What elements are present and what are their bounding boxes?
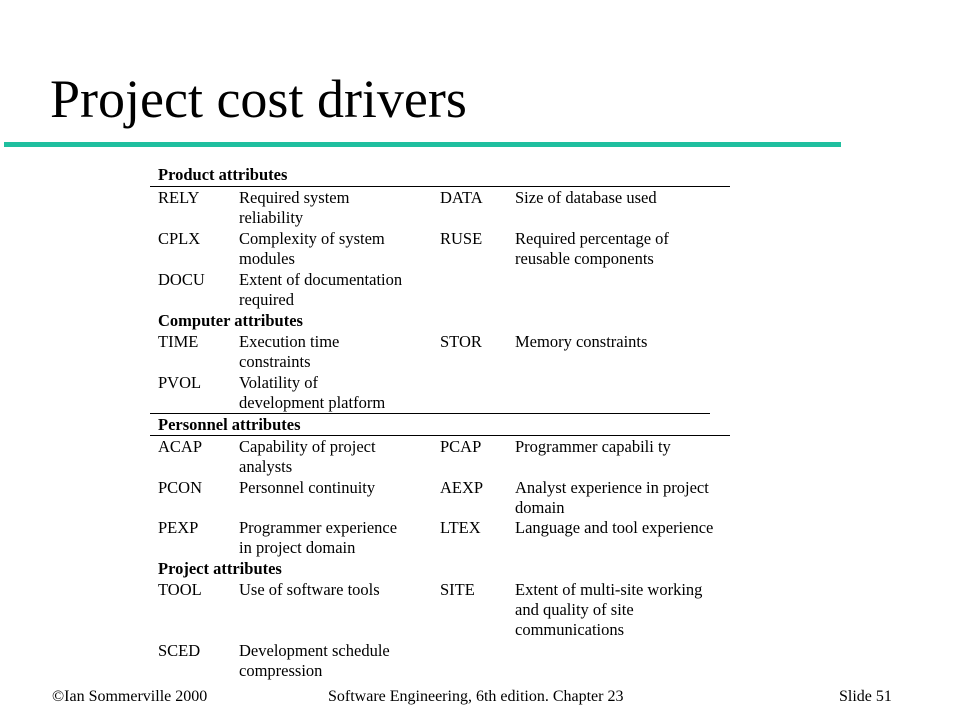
code-pvol: PVOL <box>158 373 202 392</box>
code-ltex: LTEX <box>440 518 481 537</box>
code-pcap: PCAP <box>440 437 482 456</box>
desc-pcon-line1: Personnel continuity <box>239 478 376 497</box>
desc-cplx-line1: Complexity of system <box>239 229 385 248</box>
footer-slide-number: Slide 51 <box>839 688 892 705</box>
desc-stor-line1: Memory constraints <box>515 332 648 351</box>
desc-data-line1: Size of database used <box>515 188 657 207</box>
desc-aexp-line1: Analyst experience in project <box>515 478 709 497</box>
code-sced: SCED <box>158 641 201 660</box>
code-rely: RELY <box>158 188 200 207</box>
desc-site-line2: and quality of site <box>515 600 634 619</box>
desc-rely-line1: Required system <box>239 188 350 207</box>
desc-rely-line2: reliability <box>239 208 304 227</box>
divider-line <box>150 435 730 436</box>
desc-acap-line2: analysts <box>239 457 293 476</box>
divider-line <box>150 413 710 414</box>
section-header-project: Project attributes <box>158 559 282 578</box>
desc-site-line3: communications <box>515 620 625 639</box>
desc-pvol-line1: Volatility of <box>239 373 318 392</box>
section-header-product: Product attributes <box>158 165 288 184</box>
desc-aexp-line2: domain <box>515 498 565 517</box>
divider-line <box>150 186 730 187</box>
desc-docu-line1: Extent of documentation <box>239 270 403 289</box>
desc-pexp-line2: in project domain <box>239 538 356 557</box>
code-cplx: CPLX <box>158 229 201 248</box>
desc-ruse-line2: reusable components <box>515 249 654 268</box>
desc-time-line2: constraints <box>239 352 311 371</box>
desc-acap-line1: Capability of project <box>239 437 376 456</box>
code-pcon: PCON <box>158 478 203 497</box>
code-pexp: PEXP <box>158 518 199 537</box>
footer-copyright: ©Ian Sommerville 2000 <box>52 688 208 705</box>
desc-sced-line1: Development schedule <box>239 641 390 660</box>
code-stor: STOR <box>440 332 482 351</box>
slide-title: Project cost drivers <box>50 69 467 129</box>
desc-pvol-line2: development platform <box>239 393 386 412</box>
code-acap: ACAP <box>158 437 203 456</box>
code-time: TIME <box>158 332 199 351</box>
code-data: DATA <box>440 188 483 207</box>
desc-time-line1: Execution time <box>239 332 340 351</box>
desc-sced-line2: compression <box>239 661 323 680</box>
desc-tool-line1: Use of software tools <box>239 580 380 599</box>
desc-site-line1: Extent of multi-site working <box>515 580 703 599</box>
code-docu: DOCU <box>158 270 205 289</box>
desc-ltex-line1: Language and tool experience <box>515 518 714 537</box>
code-aexp: AEXP <box>440 478 484 497</box>
desc-pexp-line1: Programmer experience <box>239 518 398 537</box>
code-site: SITE <box>440 580 475 599</box>
desc-ruse-line1: Required percentage of <box>515 229 669 248</box>
section-header-computer: Computer attributes <box>158 311 303 330</box>
code-ruse: RUSE <box>440 229 483 248</box>
desc-docu-line2: required <box>239 290 294 309</box>
code-tool: TOOL <box>158 580 202 599</box>
desc-pcap-line1: Programmer capabili ty <box>515 437 671 456</box>
desc-cplx-line2: modules <box>239 249 295 268</box>
footer-book-title: Software Engineering, 6th edition. Chapter 23 <box>328 688 624 705</box>
section-header-personnel: Personnel attributes <box>158 415 301 434</box>
